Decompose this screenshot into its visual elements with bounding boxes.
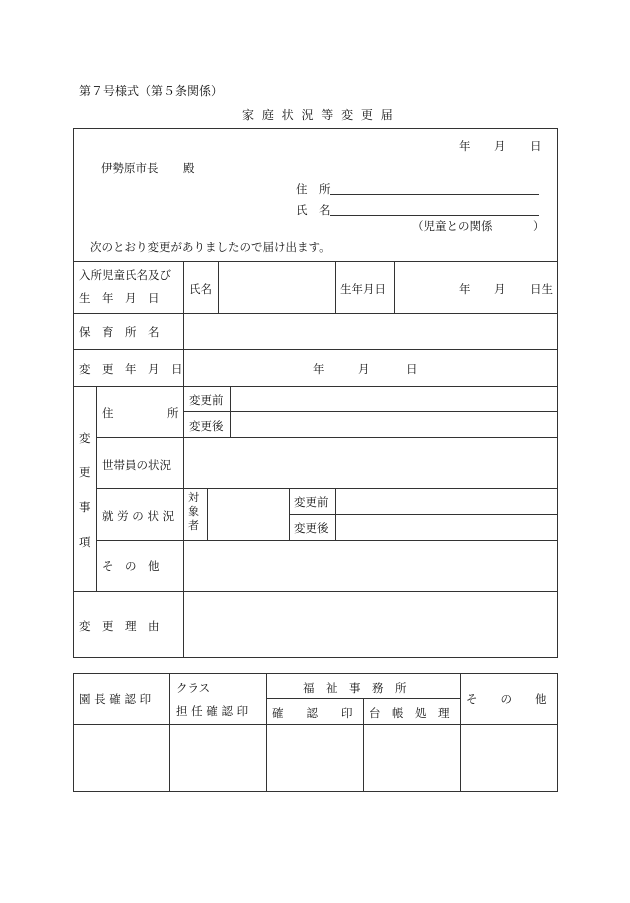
col-line — [394, 261, 395, 313]
child-label-1: 入所児童氏名及び — [79, 268, 171, 282]
form-id: 第７号様式（第５条関係） — [79, 84, 224, 98]
birth-day: 日生 — [530, 282, 553, 296]
confirm-other-field[interactable] — [461, 725, 557, 791]
address-after-field[interactable] — [231, 412, 557, 437]
target-char: 者 — [188, 519, 199, 532]
applicant-address-label: 住 所 — [296, 182, 331, 196]
class-label-line2: 担 任 確 認 印 — [176, 704, 249, 718]
confirm-other-label: そ の 他 — [466, 692, 547, 706]
birth-month: 月 — [494, 282, 506, 296]
target-person-field[interactable] — [208, 489, 288, 539]
relation-open: （児童との関係 — [412, 219, 493, 233]
change-date-day: 日 — [406, 362, 418, 376]
honorific: 殿 — [183, 161, 195, 175]
form-title: 家 庭 状 況 等 変 更 届 — [242, 108, 395, 122]
name-label: 氏名 — [189, 282, 212, 296]
birth-label: 生年月日 — [340, 282, 386, 296]
col-line — [335, 261, 336, 313]
confirm-seal-label: 確 認 印 — [272, 706, 353, 720]
change-date-label: 変 更 年 月 日 — [79, 362, 183, 376]
address-before-label: 変更前 — [189, 393, 224, 407]
ledger-field[interactable] — [364, 725, 460, 791]
ledger-label: 台 帳 処 理 — [369, 706, 450, 720]
applicant-address-line[interactable] — [330, 194, 539, 195]
change-date-month: 月 — [358, 362, 370, 376]
director-seal-field[interactable] — [74, 725, 169, 791]
col-line — [96, 386, 97, 591]
applicant-name-label: 氏 名 — [296, 203, 331, 217]
nursery-field[interactable] — [184, 314, 557, 348]
birth-year: 年 — [459, 282, 471, 296]
date-day: 日 — [530, 139, 542, 153]
household-label: 世帯員の状況 — [102, 458, 171, 472]
class-label-line1: クラス — [176, 681, 211, 695]
other-label: そ の 他 — [102, 559, 160, 573]
relation-close: ） — [533, 219, 545, 233]
employment-label: 就 労 の 状 況 — [102, 509, 175, 523]
date-month: 月 — [494, 139, 506, 153]
child-label-2: 生 年 月 日 — [79, 291, 160, 305]
director-confirm-label: 園 長 確 認 印 — [79, 692, 152, 706]
address-label-a: 住 — [102, 406, 114, 420]
address-after-label: 変更後 — [189, 419, 224, 433]
other-field[interactable] — [184, 541, 557, 591]
employment-before-label: 変更前 — [294, 495, 329, 509]
col-line — [289, 488, 290, 540]
change-items-char: 事 — [79, 500, 91, 514]
change-items-char: 変 — [79, 431, 91, 445]
employment-after-label: 変更後 — [294, 521, 329, 535]
household-field[interactable] — [184, 438, 557, 488]
date-year: 年 — [459, 139, 471, 153]
change-items-char: 更 — [79, 465, 91, 479]
applicant-name-line[interactable] — [330, 215, 539, 216]
statement: 次のとおり変更がありましたので届け出ます。 — [90, 240, 331, 254]
target-char: 対 — [188, 491, 199, 504]
employment-after-field[interactable] — [336, 515, 557, 540]
row-line — [73, 349, 558, 350]
welfare-seal-field[interactable] — [267, 725, 363, 791]
reason-label: 変 更 理 由 — [79, 619, 160, 633]
address-label-b: 所 — [167, 406, 179, 420]
addressee: 伊勢原市長 — [101, 161, 159, 175]
target-char: 象 — [188, 505, 199, 518]
change-items-char: 項 — [79, 535, 91, 549]
employment-before-field[interactable] — [336, 489, 557, 514]
class-seal-field[interactable] — [170, 725, 266, 791]
child-name-field[interactable] — [219, 262, 334, 312]
reason-field[interactable] — [184, 592, 557, 657]
welfare-office-label: 福 祉 事 務 所 — [303, 681, 407, 695]
change-date-year: 年 — [313, 362, 325, 376]
address-before-field[interactable] — [231, 387, 557, 411]
nursery-label: 保 育 所 名 — [79, 325, 160, 339]
